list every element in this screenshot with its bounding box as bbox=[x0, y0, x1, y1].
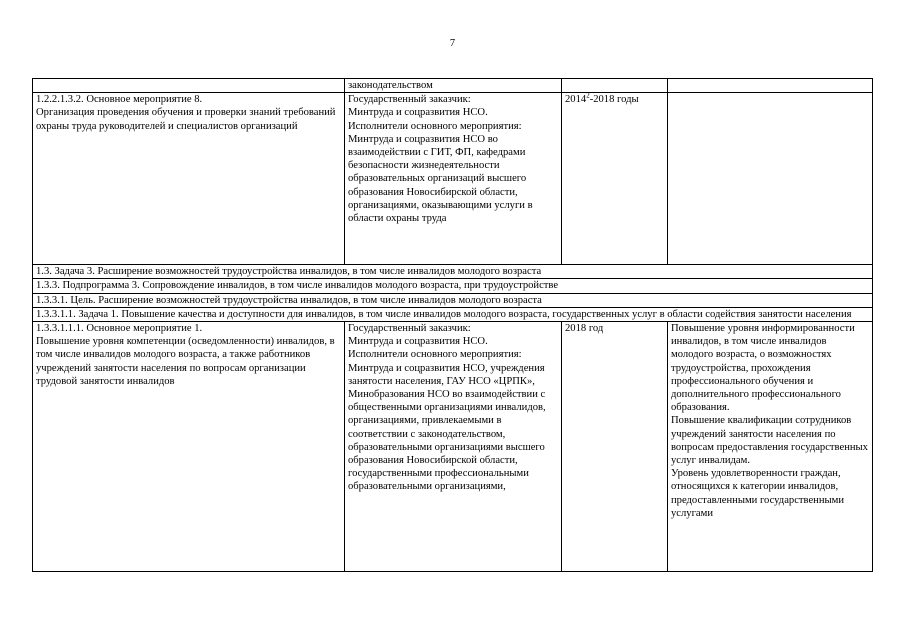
table-row bbox=[33, 79, 873, 93]
measure-cell: 1.2.2.1.3.2. Основное мероприятие 8. Организация проведения обучения и проверки знаний требований охраны труда руководителей и специалистов организаций bbox=[33, 93, 345, 265]
subprogram-row-cell: 1.3.3. Подпрограмма 3. Сопровождение инвалидов, в том числе инвалидов молодого возраста, при трудоустройстве bbox=[33, 279, 873, 293]
goal-row-cell: 1.3.3.1. Цель. Расширение возможностей трудоустройства инвалидов, в том числе инвалидов молодого возраста bbox=[33, 293, 873, 307]
period-cell bbox=[562, 79, 668, 93]
result-cell: Повышение уровня информированности инвалидов, в том числе инвалидов молодого возраста, о возможностях трудоустройства, прохождения профессионального обучения и дополнительного профессионального образования. Повышение квалификации сотрудников учреждений занятости населения по вопросам предоставления государственных услуг инвалидам. Уровень удовлетворенности граждан, относящихся к категории инвалидов, предоставленными государственными услугами bbox=[668, 322, 873, 572]
measure-cell bbox=[33, 79, 345, 93]
executor-cell: законодательством bbox=[345, 79, 562, 93]
executor-cell: Государственный заказчик: Минтруда и соцразвития НСО. Исполнители основного мероприятия: Минтруда и соцразвития НСО, учреждения занятости населения, ГАУ НСО «ЦРПК», Минобразования НСО во взаимодействии с общественными организациями инвалидов, организациями, привлекаемыми в соответствии с законодательством, образовательными организациями высшего образования Новосибирской области, государственными профессиональными образовательными организациями, bbox=[345, 322, 562, 572]
table-row bbox=[33, 279, 873, 293]
period-cell: 2014$^2$-2018 годы bbox=[562, 93, 668, 265]
result-cell bbox=[668, 93, 873, 265]
period-cell: 2018 год bbox=[562, 322, 668, 572]
table-row bbox=[33, 93, 873, 265]
result-cell bbox=[668, 79, 873, 93]
task-row-cell: 1.3.3.1.1. Задача 1. Повышение качества и доступности для инвалидов, в том числе инвалидов молодого возраста, государственных услуг в области содействия занятости населения bbox=[33, 307, 873, 321]
page-number: 7 bbox=[449, 38, 456, 49]
program-table bbox=[32, 78, 873, 572]
table-row bbox=[33, 322, 873, 572]
table-row bbox=[33, 293, 873, 307]
measure-cell: 1.3.3.1.1.1. Основное мероприятие 1. Повышение уровня компетенции (осведомленности) инвалидов, в том числе инвалидов молодого возраста, а также работников учреждений занятости населения по вопросам организации трудовой занятости инвалидов bbox=[33, 322, 345, 572]
table-row bbox=[33, 307, 873, 321]
table-row bbox=[33, 265, 873, 279]
executor-cell: Государственный заказчик: Минтруда и соцразвития НСО. Исполнители основного мероприятия: Минтруда и соцразвития НСО во взаимодействии с ГИТ, ФП, кафедрами безопасности жизнедеятельности образовательных организаций высшего образования Новосибирской области, организациями, оказывающими услуги в области охраны труда bbox=[345, 93, 562, 265]
task-row-cell: 1.3. Задача 3. Расширение возможностей трудоустройства инвалидов, в том числе инвалидов молодого возраста bbox=[33, 265, 873, 279]
